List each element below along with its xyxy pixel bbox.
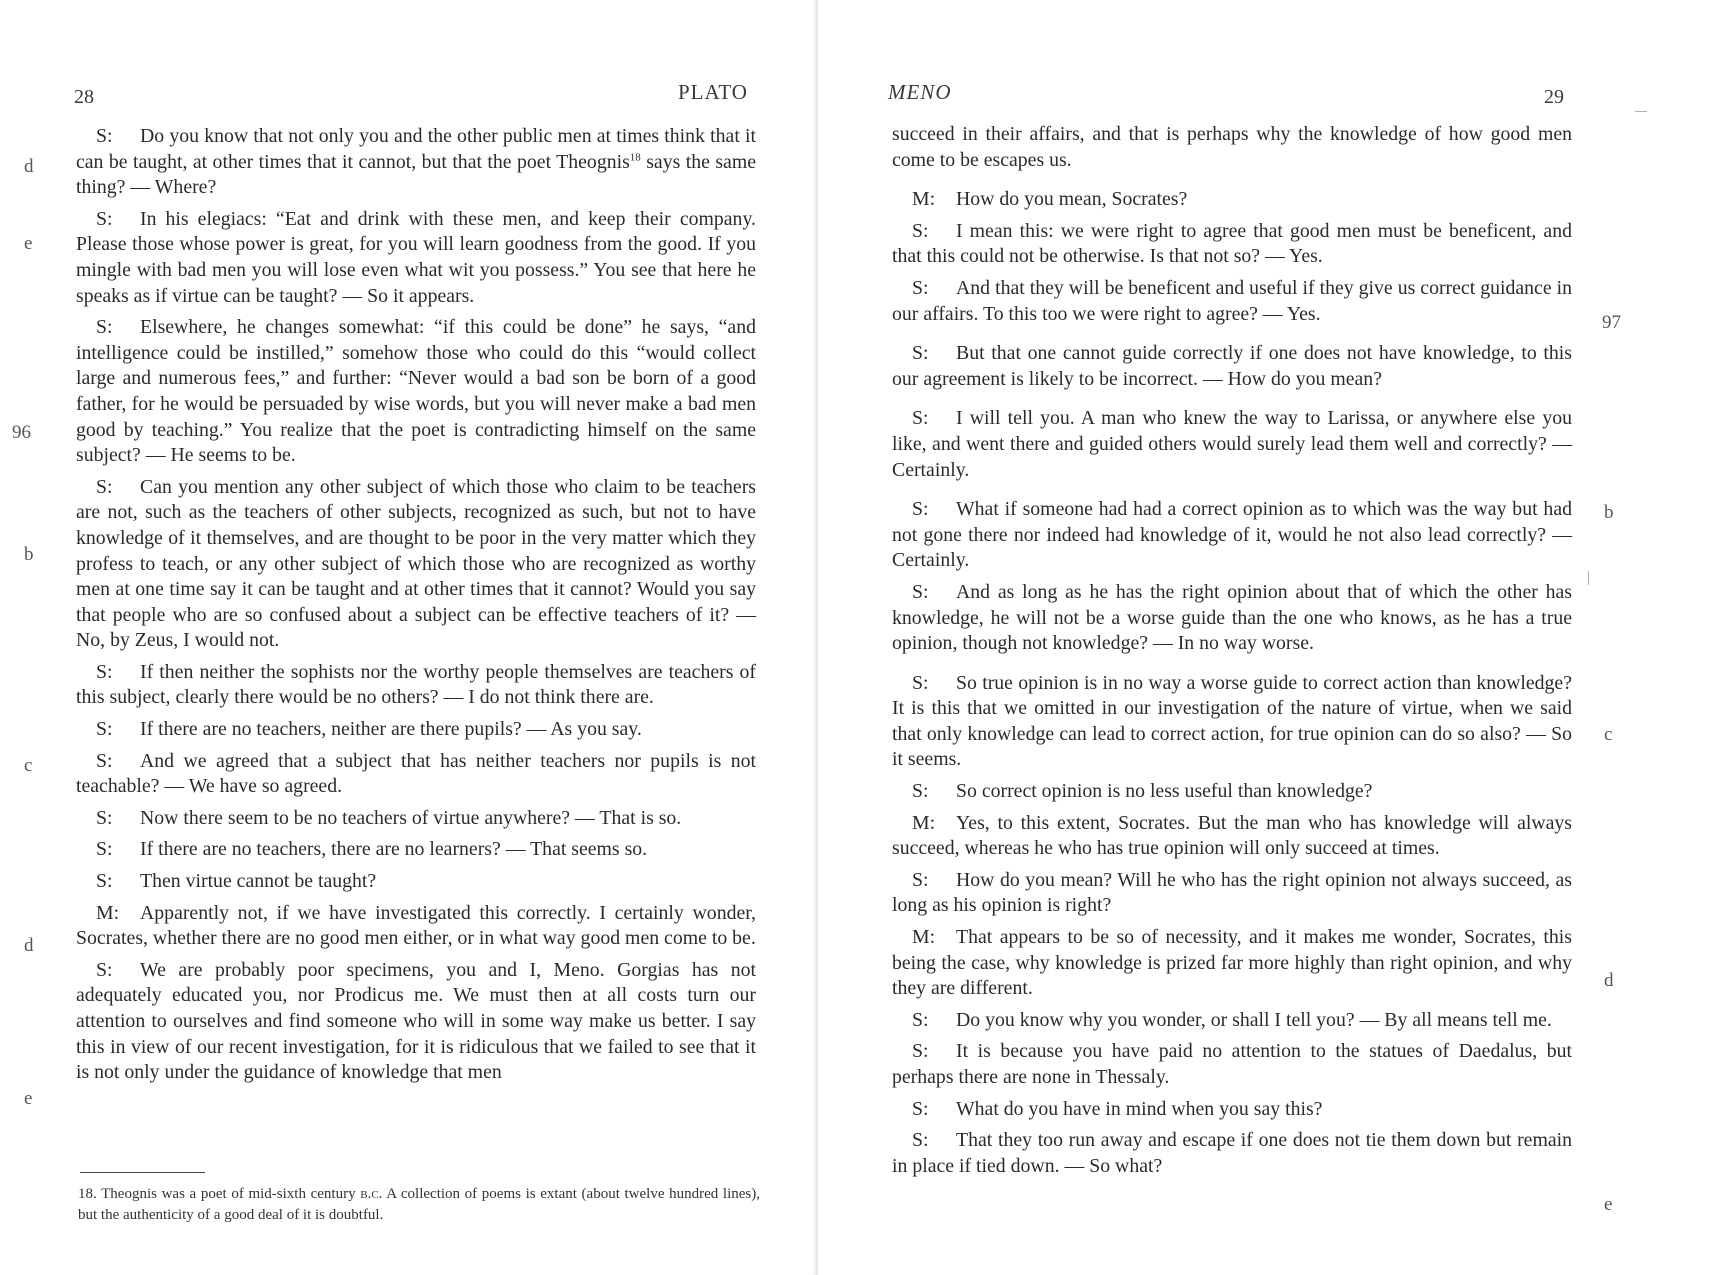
paragraph: [892, 580, 1572, 657]
margin-marker: 96: [12, 422, 31, 443]
paragraph-text: It is because you have paid no attention to the statues of Daedalus, but perhaps there are none in Thessaly.: [892, 1040, 1572, 1088]
paragraph: [892, 1039, 1572, 1090]
text-block: [892, 122, 1572, 1185]
paragraph-text: That appears to be so of necessity, and it makes me wonder, Socrates, this being the case, why knowledge is prized far more highly than right opinion, and why they are different.: [892, 926, 1572, 1000]
speaker-label: S:: [912, 868, 929, 891]
paragraph: [76, 869, 756, 895]
paragraph: [892, 925, 1572, 1002]
paragraph-text: How do you mean? Will he who has the right opinion not always succeed, as long as his opinion is right?: [892, 868, 1572, 917]
speaker-label: S:: [912, 407, 929, 430]
paragraph-text: And as long as he has the right opinion about that of which the other has knowledge, he will not be a worse guide than the one who knows, as he has a true opinion, though not knowledge? — In no way worse.: [892, 580, 1572, 655]
paragraph-text: If there are no teachers, neither are there pupils? — As you say.: [140, 718, 642, 741]
paragraph: [892, 671, 1572, 773]
paragraph-text: If there are no teachers, there are no learners? — That seems so.: [140, 838, 648, 861]
running-head: PLATO: [678, 80, 748, 104]
paragraph-text: I mean this: we were right to agree that good men must be beneficent, and that this could not be otherwise. Is that not so? — Yes.: [892, 219, 1572, 268]
paragraph: [892, 779, 1572, 805]
paragraph-text: If then neither the sophists nor the worthy people themselves are teachers of this subject, clearly there would be no others? — I do not think there are.: [76, 660, 756, 709]
paragraph: [892, 1008, 1572, 1034]
right-page: [818, 0, 1725, 1275]
footnote-reference: 18: [629, 151, 641, 163]
speaker-label: S:: [912, 580, 929, 603]
paragraph-text: But that one cannot guide correctly if one does not have knowledge, to this our agreement is likely to be incorrect. — How do you mean?: [892, 342, 1572, 390]
paragraph: [892, 219, 1572, 270]
speaker-label: S:: [912, 671, 929, 694]
speaker-label: S:: [96, 806, 113, 829]
footnote-text: Theognis was a poet of mid-sixth century: [101, 1186, 361, 1202]
speaker-label: S:: [912, 780, 929, 803]
margin-marker: b: [1604, 502, 1614, 523]
footnote-number: 18.: [78, 1186, 97, 1202]
paragraph: [892, 811, 1572, 862]
paragraph-text: Apparently not, if we have investigated this correctly. I certainly wonder, Socrates, whether there are no good men either, or in what way good men come to be.: [76, 901, 756, 950]
speaker-label: S:: [96, 749, 113, 772]
speaker-label: S:: [912, 498, 929, 521]
footnote-text: A collection of poems is extant (about twelve hundred lines), but the authenticity of a good deal of it is doubtful.: [78, 1186, 760, 1223]
speaker-label: S:: [912, 1129, 929, 1152]
paragraph: [76, 475, 756, 654]
margin-marker: d: [1604, 970, 1614, 991]
scan-mark: [1588, 571, 1589, 585]
paragraph-text: says the same thing? — Where?: [76, 150, 757, 199]
left-page: [0, 0, 818, 1275]
paragraph-text: Yes, to this extent, Socrates. But the man who has knowledge will always succeed, whereas he who has true opinion will only succeed at times.: [892, 811, 1572, 860]
speaker-label: M:: [912, 926, 936, 949]
paragraph: [76, 660, 756, 711]
speaker-label: M:: [96, 901, 120, 924]
margin-marker: e: [1604, 1194, 1613, 1215]
speaker-label: S:: [96, 838, 113, 861]
margin-marker: e: [24, 233, 33, 254]
margin-marker: c: [24, 755, 33, 776]
speaker-label: S:: [912, 1040, 929, 1063]
paragraph: [892, 497, 1572, 574]
paragraph: [76, 806, 756, 832]
paragraph: [76, 901, 756, 952]
margin-marker: e: [24, 1088, 33, 1109]
paragraph: [76, 837, 756, 863]
footnote-rule: [80, 1172, 205, 1173]
speaker-label: S:: [912, 276, 929, 299]
speaker-label: S:: [96, 870, 113, 893]
page-number: 28: [74, 86, 94, 108]
text-block: [76, 124, 756, 1092]
speaker-label: S:: [96, 125, 113, 147]
speaker-label: S:: [912, 1097, 929, 1120]
speaker-label: S:: [96, 660, 113, 683]
page-number: 29: [1544, 86, 1564, 108]
paragraph: [76, 958, 756, 1086]
paragraph: [76, 749, 756, 800]
paragraph-text: And that they will be beneficent and useful if they give us correct guidance in our affairs. To this too we were right to agree? — Yes.: [892, 276, 1572, 325]
paragraph-text: Do you know why you wonder, or shall I tell you? — By all means tell me.: [956, 1008, 1552, 1031]
paragraph-text: Elsewhere, he changes somewhat: “if this could be done” he says, “and intelligence could be instilled,” somehow those who could do this “would collect large and numerous fees,” and further: “Never would a bad son be born of a good father, for he would be persuaded by wise words, but you will never make a bad men good by teaching.” You realize that the poet is contradicting himself on the same subject? — He seems to be.: [76, 316, 756, 467]
footnote-era: b.c.: [360, 1186, 383, 1202]
paragraph: [76, 315, 756, 469]
paragraph-text: I will tell you. A man who knew the way to Larissa, or anywhere else you like, and went there and guided others would surely lead them well and correctly? — Certainly.: [892, 407, 1572, 481]
footnote: [78, 1184, 760, 1226]
speaker-label: S:: [96, 718, 113, 741]
paragraph: [892, 341, 1572, 392]
paragraph-text: What if someone had had a correct opinion as to which was the way but had not gone there nor indeed had knowledge of it, would he not also lead correctly? — Certainly.: [892, 498, 1572, 572]
paragraph-text: In his elegiacs: “Eat and drink with these men, and keep their company. Please those whose power is great, for you will learn goodness from the good. If you mingle with bad men you will lose even what wit you possess.” You see that here he speaks as if virtue can be taught? — So it appears.: [76, 207, 756, 307]
paragraph-text: That they too run away and escape if one does not tie them down but remain in place if tied down. — So what?: [892, 1129, 1572, 1177]
margin-marker: b: [24, 544, 34, 565]
paragraph: [76, 717, 756, 743]
margin-marker: d: [24, 156, 34, 177]
paragraph: [892, 276, 1572, 327]
paragraph: [892, 1128, 1572, 1179]
paragraph: [892, 406, 1572, 483]
running-head: MENO: [888, 80, 952, 104]
continuation-text: succeed in their affairs, and that is perhaps why the knowledge of how good men come to be escapes us.: [892, 123, 1572, 171]
speaker-label: S:: [912, 219, 929, 242]
paragraph-text: Then virtue cannot be taught?: [140, 870, 377, 893]
paragraph-text: Do you know that not only you and the other public men at times think that it can be taught, at other times that it cannot, but that the poet Theognis: [76, 125, 756, 173]
paragraph: [892, 187, 1572, 213]
margin-marker: d: [24, 935, 34, 956]
speaker-label: S:: [96, 207, 113, 230]
paragraph: [892, 868, 1572, 919]
paragraph-text: We are probably poor specimens, you and I, Meno. Gorgias has not adequately educated you, nor Prodicus me. We must then at all costs turn our attention to ourselves and find someone who will in some way make us better. I say this in view of our recent investigation, for it is ridiculous that we failed to see that it is not only under the guidance of knowledge that men: [76, 958, 756, 1084]
speaker-label: S:: [912, 1008, 929, 1031]
paragraph-text: Now there seem to be no teachers of virtue anywhere? — That is so.: [140, 806, 682, 829]
speaker-label: M:: [912, 188, 936, 211]
paragraph: [892, 1097, 1572, 1123]
speaker-label: M:: [912, 811, 936, 834]
paragraph-text: What do you have in mind when you say this?: [956, 1097, 1323, 1120]
paragraph-text: And we agreed that a subject that has neither teachers nor pupils is not teachable? — We have so agreed.: [76, 749, 756, 798]
paragraph: [76, 124, 756, 201]
scan-mark: [1635, 111, 1647, 112]
paragraph: [76, 207, 756, 309]
paragraph-text: So correct opinion is no less useful than knowledge?: [956, 780, 1373, 803]
speaker-label: S:: [96, 475, 113, 498]
paragraph-text: So true opinion is in no way a worse guide to correct action than knowledge? It is this that we omitted in our investigation of the nature of virtue, when we said that only knowledge can lead to correct action, for true opinion can do so also? — So it seems.: [892, 671, 1572, 771]
margin-marker: c: [1604, 724, 1613, 745]
speaker-label: S:: [96, 316, 113, 339]
paragraph-text: How do you mean, Socrates?: [956, 188, 1188, 211]
speaker-label: S:: [96, 958, 113, 981]
speaker-label: S:: [912, 342, 929, 365]
paragraph-text: Can you mention any other subject of which those who claim to be teachers are not, such as the teachers of other subjects, recognized as such, but not to have knowledge of it themselves, and are thought to be poor in the very matter which they profess to teach, or any other subject of which those who are recognized as worthy men at one time say it can be taught and at other times that it cannot? Would you say that people who are so confused about a subject can be effective teachers of it? — No, by Zeus, I would not.: [76, 475, 756, 652]
margin-marker: 97: [1602, 312, 1621, 333]
